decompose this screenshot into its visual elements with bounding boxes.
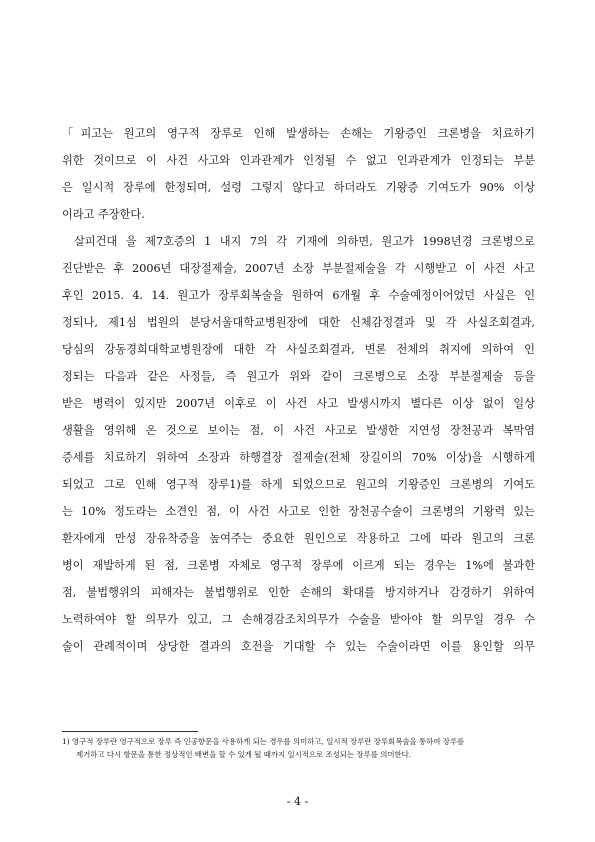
body-text-line: 「피고는 원고의 영구적 장루로 인해 발생하는 손해는 기왕증인 크론병을 치료하기 [62, 127, 535, 140]
body-text-line: 은 일시적 장루에 한정되며, 설령 그렇지 않다고 하더라도 기왕증 기여도가 90% 이상 [62, 181, 535, 194]
body-text-line: 당심의 강동경희대학교병원장에 대한 각 사실조회결과, 변론 전체의 취지에 의하여 인 [62, 343, 535, 356]
body-text-line: 병이 재발하게 된 점, 크론병 자체로 영구적 장루에 이르게 되는 경우는 1%에 불과한 [62, 559, 535, 572]
body-text-line: 생활을 영위해 온 것으로 보이는 점, 이 사건 사고로 발생한 지연성 장천공과 복막염 [62, 424, 535, 437]
body-text-line: 술이 관례적이며 상당한 결과의 호전을 기대할 수 있는 수술이라면 이를 용인할 의무 [62, 640, 535, 653]
body-text-line: 점, 불법행위의 피해자는 불법행위로 인한 손해의 확대를 방지하거나 감경하기 위하여 [62, 586, 535, 599]
body-text-line: 노력하여야 할 의무가 있고, 그 손해경감조치의무가 수술을 받아야 할 의무일 경우 수 [62, 613, 535, 626]
body-text-line: 는 10% 정도라는 소견인 점, 이 사건 사고로 인한 장천공수술이 크론병의 기왕력 있는 [62, 505, 535, 518]
body-text-line: 살피건대 을 제7호증의 1 내지 7의 각 기재에 의하면, 원고가 1998년경 크론병으로 [74, 235, 535, 248]
body-text-line: 정되는 다음과 같은 사정들, 즉 원고가 위와 같이 크론병으로 소장 부분절제술 등을 [62, 370, 535, 383]
body-text-line: 후인 2015. 4. 14. 원고가 장루회복술을 원하여 6개월 후 수술예정이어었던 사실은 인 [62, 289, 535, 302]
footnote-line: 제거하고 다시 항문을 통한 정상적인 배변을 할 수 있게 될 때까지 일시적으로 조성되는 장루를 의미한다. [76, 750, 412, 759]
body-text-line: 이라고 주장한다. [62, 208, 145, 221]
footnote-line: 1) 영구적 장루란 영구적으로 장루 즉 인공항문을 사용하게 되는 경우를 의미하고, 일시적 장루란 장루회복술을 통하여 장루를 [62, 737, 465, 746]
body-text-line: 위한 것이므로 이 사건 사고와 인과관계가 인정될 수 없고 인과관계가 인정되는 부분 [62, 154, 535, 167]
body-text-line: 받은 병력이 있지만 2007년 이후로 이 사건 사고 발생시까지 별다른 이상 없이 일상 [62, 397, 535, 410]
body-text-line: 정되나, 제1심 법원의 분당서울대학교병원장에 대한 신체감정결과 및 각 사실조회결과, [62, 316, 535, 329]
body-text-line: 증세를 치료하기 위하여 소장과 하행결장 절제술(전체 장길이의 70% 이상)을 시행하게 [62, 451, 535, 464]
body-text-line: 환자에게 만성 장유착증을 높여주는 중요한 원인으로 작용하고 그에 따라 원고의 크론 [62, 532, 535, 545]
body-text-line: 되었고 그로 인해 영구적 장루1)를 하게 되었으므로 원고의 기왕증인 크론병의 기여도 [62, 478, 535, 491]
page-number: - 4 - [286, 795, 309, 808]
body-text-line: 진단받은 후 2006년 대장절제술, 2007년 소장 부분절제술을 각 시행받고 이 사건 사고 [62, 262, 535, 275]
footnote-divider [62, 731, 198, 732]
